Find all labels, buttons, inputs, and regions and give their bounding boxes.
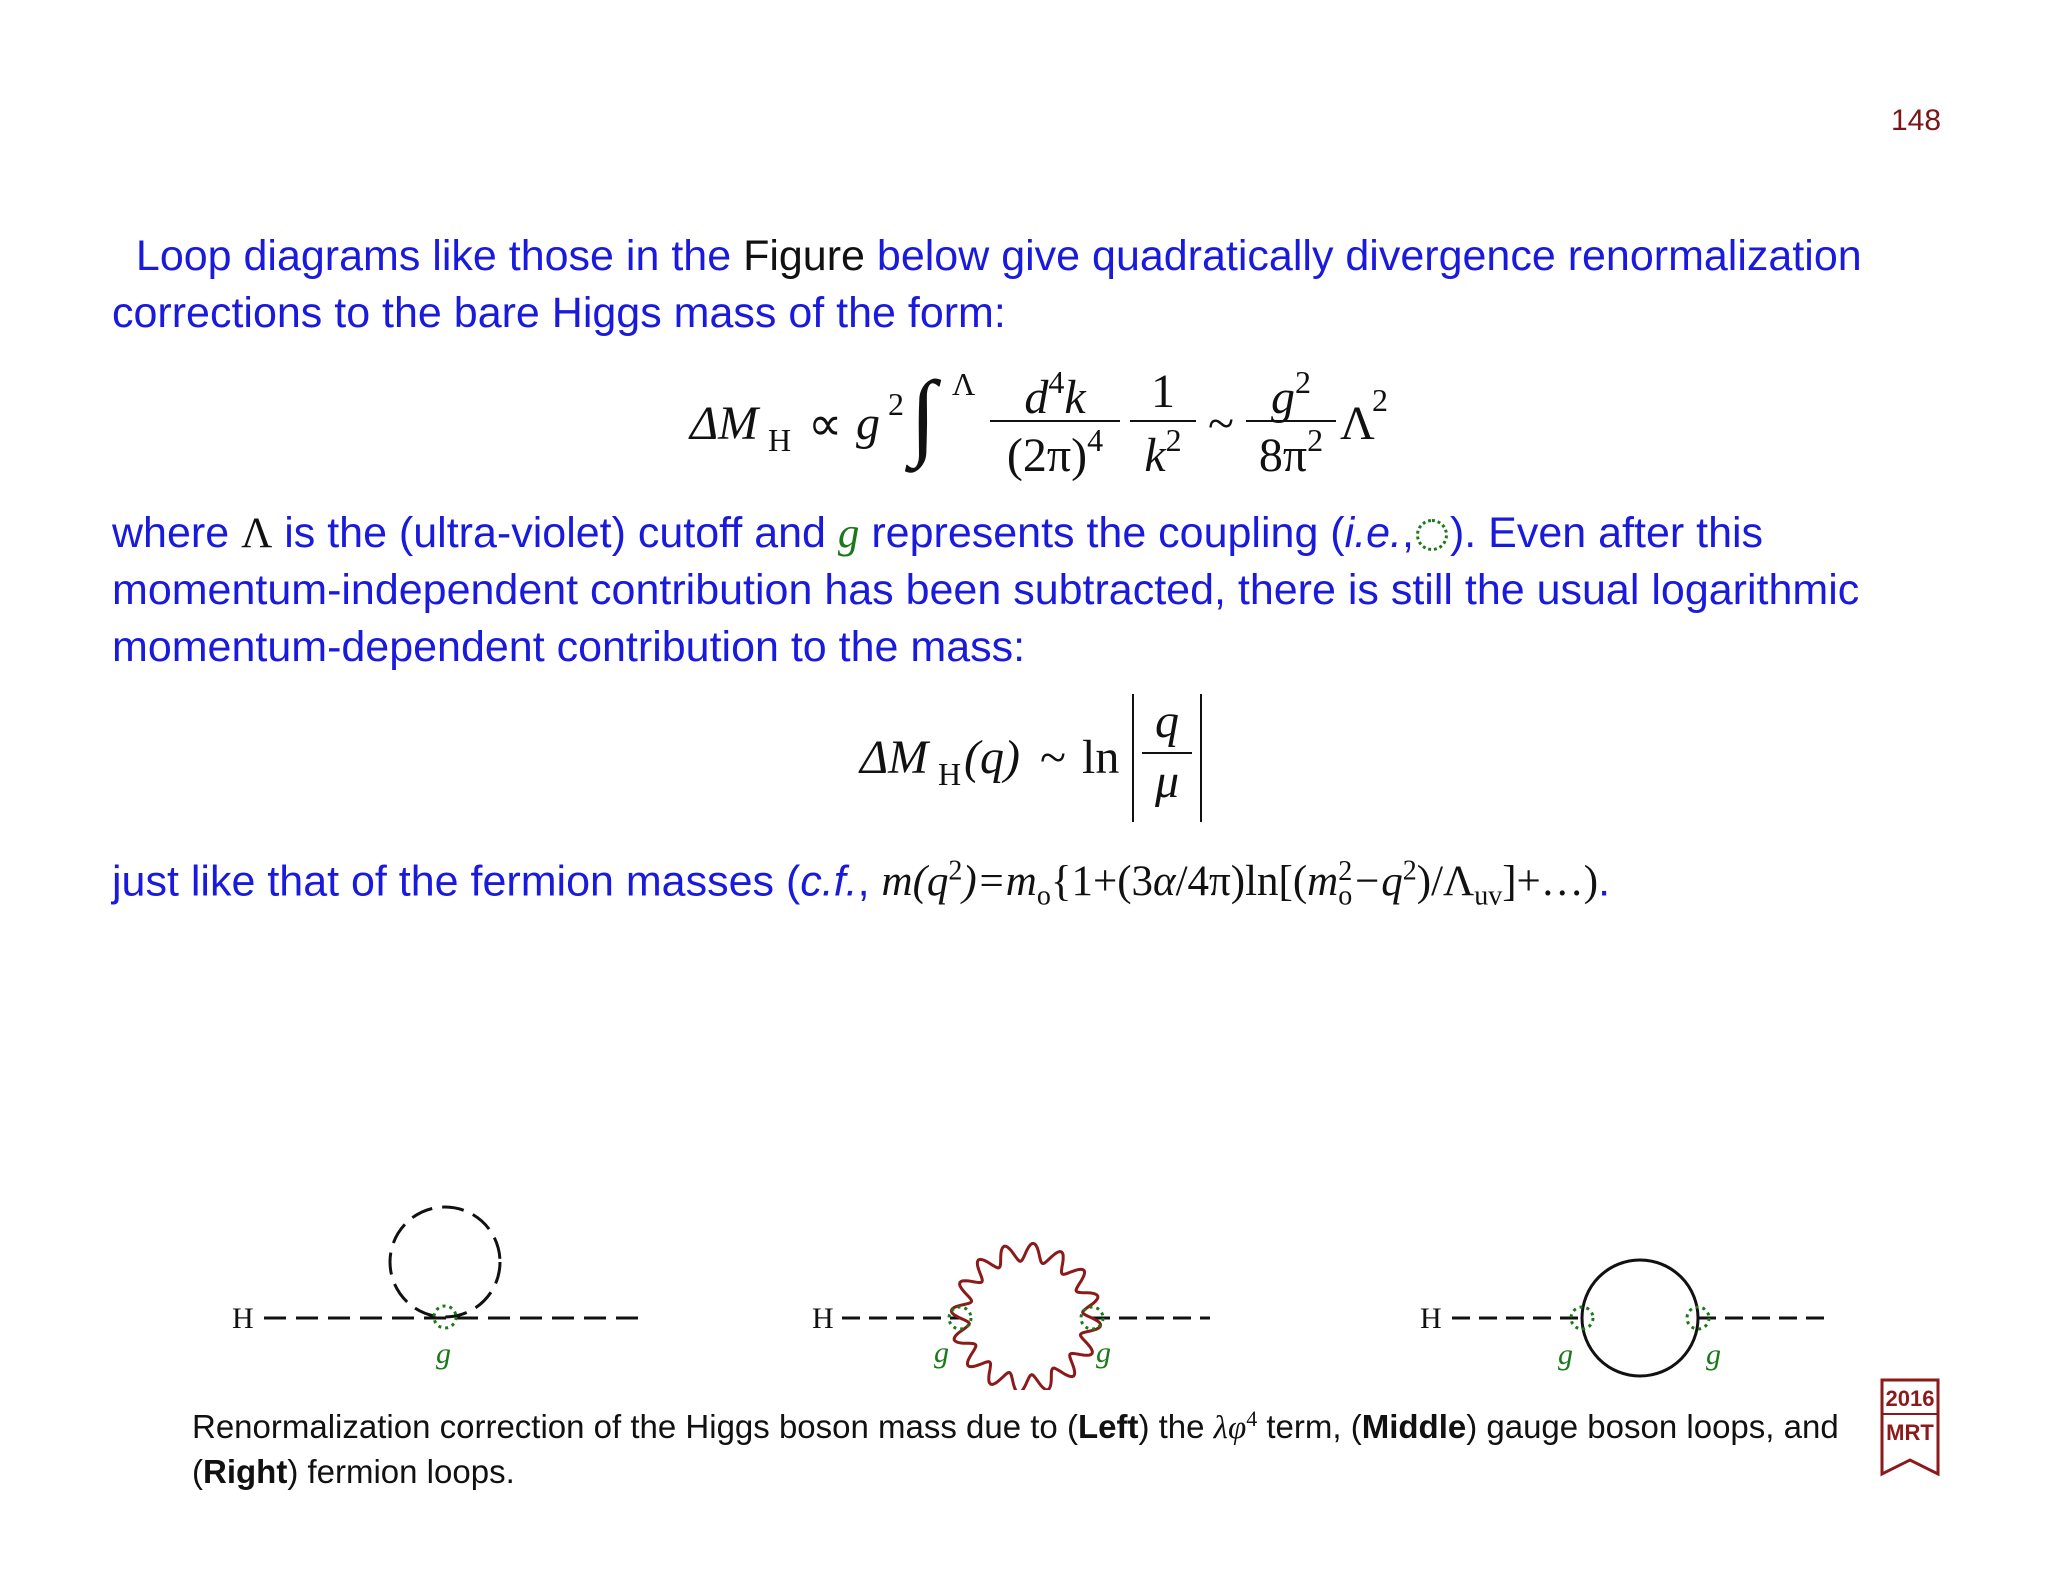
caption-part1: Renormalization correction of the Higgs boson mass due to ( (192, 1408, 1078, 1445)
middle-left-g-label: g (934, 1336, 949, 1369)
middle-h-label: H (812, 1302, 834, 1335)
eq2-frac (1142, 694, 1192, 814)
eq1-lambda-exp: 2 (1372, 382, 1388, 418)
left-diagram (232, 1207, 640, 1370)
right-h-label: H (1420, 1302, 1442, 1335)
p2-comma: , (1402, 509, 1414, 557)
caption-part2: ) the (1138, 1408, 1214, 1445)
eq1-integral: ∫ (910, 361, 937, 468)
intro-text: Loop diagrams like those in the (135, 232, 744, 280)
eq1-frac3-den-exp: 2 (1307, 422, 1324, 458)
eq1-frac3-g-exp: 2 (1295, 364, 1311, 400)
left-scalar-loop (390, 1207, 500, 1317)
eq1-frac1-d-exp: 4 (1048, 364, 1065, 400)
badge-year: 2016 (1885, 1386, 1935, 1411)
p2-represents-text: represents the coupling ( (859, 509, 1345, 557)
badge-initials: MRT (1886, 1420, 1934, 1445)
figure-caption (192, 1397, 1872, 1493)
eq2-num: q (1142, 694, 1192, 754)
p2-cutoff-text: is the (ultra-violet) cutoff and (272, 509, 838, 557)
p2-rest-text: ). Even after this momentum-independent contribution has been subtracted, there is still the usual logarithmic momentum-dependent contribution to the mass: (112, 509, 1860, 671)
intro-rest-text: below give quadratically divergence renormalization corrections to the bare Higgs mass of the form: (112, 232, 1862, 337)
caption-exp: 4 (1246, 1406, 1258, 1431)
left-g-label: g (436, 1337, 451, 1370)
eq2-abs-left (1132, 694, 1134, 822)
eq2-sub-h: H (938, 756, 962, 792)
log-equation (860, 690, 1220, 830)
eq1-sub-h: H (768, 422, 792, 458)
mrt-badge-logo (1880, 1378, 1940, 1478)
eq1-g: g (856, 397, 880, 450)
left-h-label: H (232, 1302, 254, 1335)
caption-part5: ) fermion loops. (287, 1453, 515, 1490)
eq1-frac2-k-exp: 2 (1165, 422, 1182, 458)
eq1-g-exp: 2 (888, 386, 904, 422)
eq2-ln: ln (1082, 731, 1120, 784)
eq2-den: μ (1154, 755, 1180, 808)
caption-right: Right (203, 1453, 288, 1490)
caption-lambda-phi: λφ (1213, 1410, 1247, 1446)
vertex-circle-icon (1416, 519, 1448, 551)
eq1-frac3-g: g (1271, 371, 1295, 424)
eq1-frac2-num: 1 (1130, 364, 1196, 422)
p3-text: just like that of the fermion masses ( (112, 857, 801, 906)
fermion-paragraph (112, 843, 1952, 925)
eq1-frac1-k: k (1064, 371, 1086, 424)
middle-boson-loop (951, 1243, 1100, 1390)
eq1-proportional: ∝ (808, 398, 843, 451)
caption-left: Left (1077, 1408, 1139, 1445)
p2-g: g (837, 510, 860, 557)
page-number: 148 (1891, 104, 1942, 137)
eq1-frac1-den: (2π) (1006, 429, 1088, 482)
p2-ie: i.e. (1344, 509, 1403, 557)
caption-part4: ) gauge boson loops, and ( (192, 1408, 1839, 1490)
right-fermion-loop (1582, 1260, 1698, 1376)
eq2-arg: (q) (964, 731, 1020, 784)
eq1-frac3-den: 8π (1258, 429, 1308, 482)
eq1-lambda: Λ (1340, 397, 1375, 450)
eq1-frac1-den-exp: 4 (1087, 422, 1104, 458)
caption-middle: Middle (1361, 1408, 1467, 1445)
p3-cf: c.f. (800, 857, 858, 906)
intro-paragraph (112, 228, 1952, 342)
p3-end: . (1598, 857, 1611, 906)
right-left-g-label: g (1558, 1338, 1573, 1371)
eq2-delta-m: ΔM (860, 731, 929, 784)
caption-part3: term, ( (1257, 1408, 1362, 1445)
eq1-tilde: ~ (1208, 397, 1234, 450)
middle-right-g-label: g (1096, 1336, 1111, 1369)
eq1-upper-limit: Λ (952, 366, 976, 402)
eq1-frac1 (990, 364, 1120, 482)
feynman-diagrams (220, 1180, 1840, 1390)
eq1-frac3 (1246, 364, 1336, 482)
right-diagram (1420, 1260, 1824, 1376)
figure-word: Figure (743, 232, 865, 280)
right-right-g-label: g (1706, 1338, 1721, 1371)
middle-diagram (812, 1243, 1210, 1390)
eq1-frac2 (1130, 364, 1196, 482)
p2-lambda: Λ (241, 510, 273, 557)
p2-where: where (112, 509, 242, 557)
eq2-tilde: ~ (1040, 731, 1066, 784)
eq1-frac2-k: k (1144, 429, 1166, 482)
eq2-abs-right (1200, 694, 1202, 822)
eq1-frac1-d: d (1024, 371, 1049, 424)
divergence-equation (690, 360, 1410, 490)
cutoff-paragraph (112, 505, 1952, 676)
fermion-mass-formula: $m(q^2)=m_o\{1+(3\alpha/4\pi)\ln[(m_o^2-q^2)/\Lambda_{uv}]+\dots)$ (881, 856, 1599, 912)
p3-comma: , (857, 857, 882, 906)
eq1-delta-m: ΔM (690, 397, 759, 450)
